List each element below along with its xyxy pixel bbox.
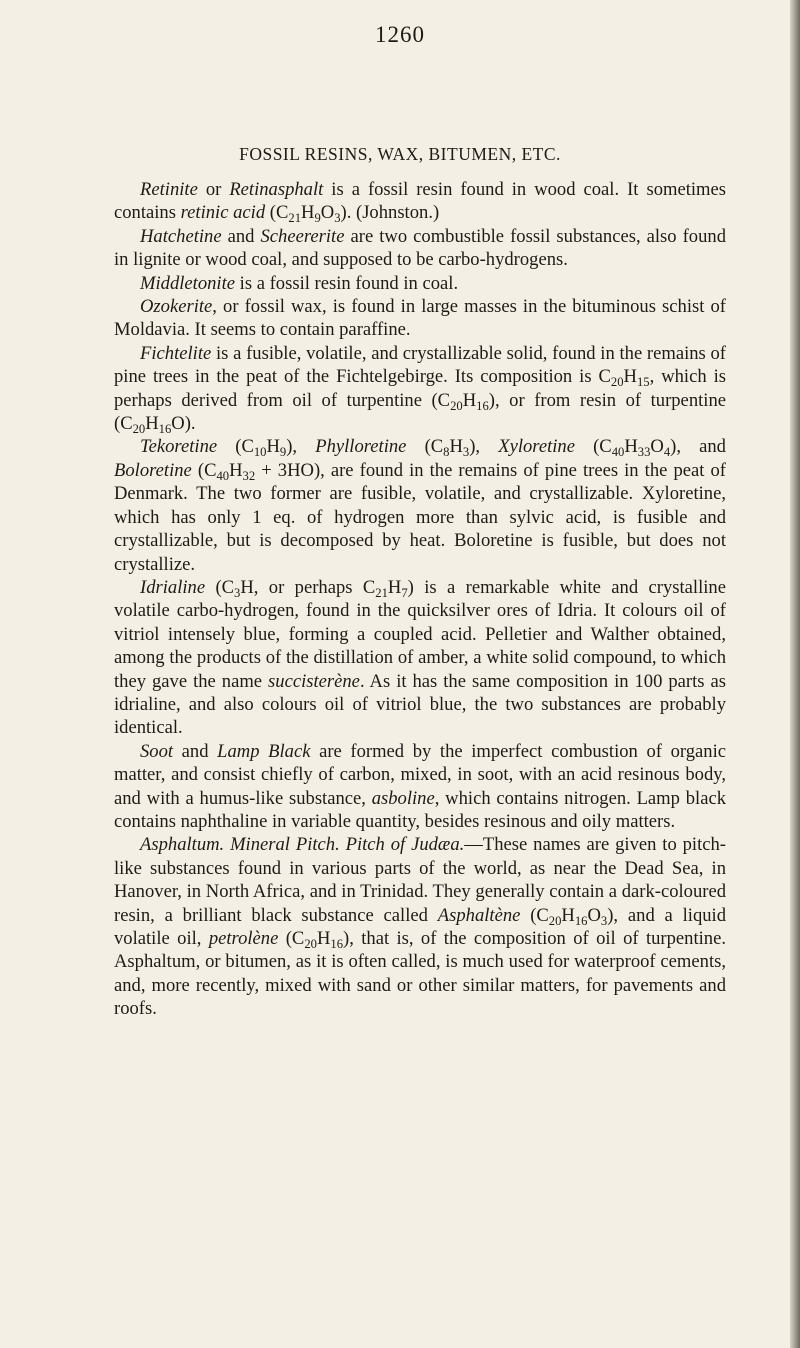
- formula-subscript: 21: [375, 585, 388, 600]
- text-run: H: [316, 928, 331, 949]
- text-run: (C: [217, 436, 254, 458]
- formula-subscript: 8: [443, 445, 450, 460]
- formula-subscript: 3: [234, 585, 241, 600]
- text-run: (C: [574, 436, 612, 458]
- text-run: O: [587, 904, 601, 926]
- paragraph-soot: [114, 740, 726, 834]
- text-run: H: [623, 366, 637, 388]
- italic-term: Middletonite: [140, 272, 236, 294]
- italic-term: Scheererite: [260, 225, 345, 247]
- paragraph-hatchetine: [114, 225, 726, 272]
- formula-subscript: 9: [279, 445, 287, 460]
- paragraph-fichtelite: [114, 342, 726, 436]
- page-number: 1260: [375, 22, 425, 47]
- formula-subscript: 40: [611, 445, 625, 460]
- text-run: O: [650, 436, 664, 458]
- paragraph-middletonite: [114, 272, 726, 295]
- text-run: or: [197, 179, 230, 200]
- text-run: (C: [191, 459, 217, 481]
- italic-term: asboline: [371, 787, 435, 809]
- italic-term: Idrialine: [140, 576, 206, 598]
- formula-subscript: 15: [636, 375, 650, 390]
- formula-subscript: 3: [462, 445, 470, 460]
- text-run: . As it has the same composition in 100 parts as idrialine, and also colours oil of vitriol blue, the two substances are probably identical.: [114, 670, 727, 739]
- paragraph-asphaltum: [114, 833, 726, 1020]
- formula-subscript: 3: [600, 913, 608, 928]
- text-run: —These names are given to pitch-like substances found in various parts of the world, as near the Dead Sea, in Hanover, in North Africa, and in Trinidad. They generally contain a dark-coloured resin, a brilliant black substance called: [114, 834, 727, 926]
- formula-subscript: 32: [242, 468, 256, 483]
- formula-subscript: 9: [314, 211, 321, 226]
- text-run: O: [320, 202, 335, 224]
- text-run: (C: [278, 928, 305, 949]
- running-head: FOSSIL RESINS, WAX, BITUMEN, ETC.: [239, 144, 561, 164]
- paragraph-ozokerite: [114, 295, 726, 342]
- text-run: ),: [286, 436, 316, 458]
- text-run: + 3HO), are found in the remains of pine trees in the peat of Denmark. The two former are fusible, volatile, and crystallizable. Xyloretine, which has only 1 eq. of hydrogen more than sylvic acid, is fusible and crystallizable, but is decomposed by heat. Boloretine is fusible, but does not crystallize.: [114, 459, 726, 575]
- text-run: H: [229, 459, 243, 481]
- italic-term: succisterène: [268, 670, 360, 692]
- text-run: ), and a liquid volatile oil,: [114, 904, 727, 949]
- italic-term: Lamp Black: [217, 740, 311, 762]
- text-run: ), and: [670, 436, 726, 458]
- text-run: is a fusible, volatile, and crystallizable solid, found in the remains of pine trees in the peat of the Fichtelgebirge. Its composition is C: [114, 342, 726, 388]
- italic-term: retinic acid: [180, 202, 266, 224]
- text-run: ),: [469, 436, 499, 458]
- formula-subscript: 3: [334, 211, 341, 226]
- italic-term: Phylloretine: [315, 436, 407, 458]
- italic-term: petrolène: [208, 928, 279, 949]
- italic-term: Hatchetine: [140, 225, 222, 247]
- italic-term: Soot: [140, 740, 174, 762]
- formula-subscript: 4: [663, 445, 671, 460]
- formula-subscript: 40: [216, 468, 230, 483]
- formula-subscript: 20: [304, 937, 317, 952]
- formula-subscript: 16: [476, 398, 489, 413]
- italic-term: Xyloretine: [498, 436, 575, 458]
- text-run: is a fossil resin found in coal.: [235, 272, 459, 294]
- text-run: , which is perhaps derived from oil of turpentine (C: [114, 366, 726, 411]
- text-run: H, or perhaps C: [240, 576, 376, 598]
- body-text: [114, 178, 726, 1021]
- text-run: (C: [265, 202, 289, 224]
- page-edge: [790, 0, 800, 1348]
- text-run: and: [173, 740, 218, 762]
- formula-subscript: 16: [330, 937, 344, 952]
- text-run: H: [624, 436, 638, 458]
- italic-term: Fichtelite: [140, 342, 212, 364]
- italic-term: Retinite: [140, 179, 198, 200]
- paragraph-tekoretine: [114, 435, 726, 575]
- paragraph-idrialine: [114, 576, 726, 740]
- text-run: H: [387, 576, 402, 598]
- italic-term: Retinasphalt: [229, 179, 324, 200]
- text-run: , or fossil wax, is found in large masses in the bituminous schist of Moldavia. It seems to contain paraffine.: [114, 296, 726, 341]
- text-run: ), that is, of the composition of oil of turpentine. Asphaltum, or bitumen, as it is often called, is much used for waterproof cements, and, more recently, mixed with sand or other similar matters, for pavements and roofs.: [114, 928, 726, 1020]
- formula-subscript: 20: [548, 913, 562, 928]
- text-run: are two combustible fossil substances, also found in lignite or wood coal, and supposed to be carbo-hydrogens.: [114, 225, 726, 271]
- text-run: (C: [520, 904, 549, 926]
- formula-subscript: 7: [401, 585, 408, 600]
- formula-subscript: 21: [288, 211, 302, 226]
- text-run: (C: [406, 436, 444, 458]
- formula-subscript: 20: [450, 398, 463, 413]
- text-run: H: [449, 436, 463, 458]
- italic-term: Asphaltum. Mineral Pitch. Pitch of Judæa.: [140, 834, 465, 856]
- paragraph-retinite: [114, 178, 726, 225]
- text-run: H: [145, 413, 159, 435]
- text-run: H: [266, 436, 280, 458]
- italic-term: Tekoretine: [140, 436, 218, 458]
- text-run: H: [462, 389, 477, 411]
- formula-subscript: 16: [158, 422, 172, 437]
- text-run: ). (Johnston.): [340, 202, 440, 224]
- formula-subscript: 33: [637, 445, 651, 460]
- text-run: ) is a remarkable white and crystalline volatile carbo-hydrogen, found in the quicksilver ores of Idria. It colours oil of vitriol intensely blue, forming a coupled acid. Pelletier and Walther obtained, among the products of the distillation of amber, a white solid compound, to which they gave the name: [114, 576, 726, 692]
- text-run: , which contains nitrogen. Lamp black contains naphthaline in variable quantity, besides resinous and oily matters.: [114, 787, 726, 832]
- text-run: (C: [205, 576, 235, 598]
- text-run: is a fossil resin found in wood coal. It sometimes contains: [114, 179, 726, 224]
- formula-subscript: 20: [610, 375, 624, 390]
- text-run: H: [301, 202, 315, 224]
- text-run: ), or from resin of turpentine (C: [114, 389, 726, 435]
- italic-term: Asphaltène: [437, 904, 521, 926]
- italic-term: Boloretine: [114, 459, 192, 481]
- text-run: are formed by the imperfect combustion of organic matter, and consist chiefly of carbon, mixed, in soot, with an acid resinous body, and with a humus-like substance,: [114, 740, 726, 809]
- formula-subscript: 20: [132, 422, 146, 437]
- italic-term: Ozokerite: [140, 296, 213, 318]
- text-run: and: [221, 225, 261, 247]
- formula-subscript: 10: [253, 445, 267, 460]
- formula-subscript: 16: [574, 913, 588, 928]
- text-run: H: [561, 904, 575, 926]
- text-run: O).: [171, 413, 196, 435]
